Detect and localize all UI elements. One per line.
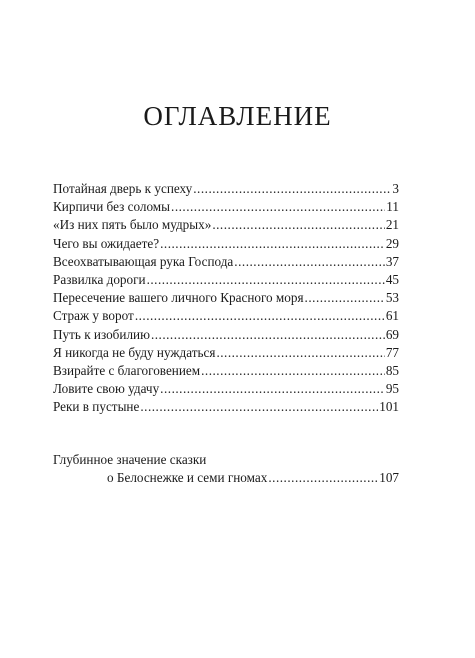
toc-entry[interactable] bbox=[53, 398, 399, 416]
toc-entry-page: 21 bbox=[385, 217, 399, 233]
toc-entry[interactable] bbox=[53, 180, 399, 198]
toc-entry[interactable] bbox=[53, 362, 399, 380]
toc-entry-title: «Из них пять было мудрых» bbox=[53, 217, 212, 233]
leader-dots bbox=[234, 253, 385, 271]
toc-entry[interactable] bbox=[53, 326, 399, 344]
toc-entry-page: 95 bbox=[385, 381, 399, 397]
toc-entry-page: 3 bbox=[392, 181, 399, 196]
toc-entry-title: Чего вы ожидаете? bbox=[53, 235, 160, 251]
toc-entry[interactable] bbox=[53, 307, 399, 325]
toc-entry-title: Пересечение вашего личного Красного моря bbox=[53, 290, 304, 306]
toc-entry-title: Я никогда не буду нуждаться bbox=[53, 344, 216, 360]
toc-entry[interactable] bbox=[53, 198, 399, 216]
toc-entry-page: 45 bbox=[385, 271, 399, 287]
toc-entry-title: Всеохватывающая рука Господа bbox=[53, 253, 234, 269]
leader-dots bbox=[160, 380, 385, 398]
appendix-title-line-1: Глубинное значение сказки bbox=[53, 452, 207, 467]
toc-entry[interactable] bbox=[53, 271, 399, 289]
toc-entry-title: Реки в пустыне bbox=[53, 399, 140, 415]
table-of-contents bbox=[53, 180, 399, 416]
toc-entry-page: 53 bbox=[385, 290, 399, 306]
toc-entry[interactable] bbox=[53, 289, 399, 307]
toc-entry-page: 69 bbox=[385, 326, 399, 342]
leader-dots bbox=[147, 271, 385, 289]
toc-entry[interactable] bbox=[53, 344, 399, 362]
leader-dots bbox=[171, 198, 385, 216]
leader-dots bbox=[201, 362, 385, 380]
toc-entry[interactable] bbox=[53, 253, 399, 271]
appendix-title-line-2: о Белоснежке и семи гномах bbox=[107, 470, 268, 486]
toc-entry-title: Страж у ворот bbox=[53, 308, 134, 324]
leader-dots bbox=[305, 289, 385, 307]
leader-dots bbox=[151, 326, 385, 344]
leader-dots bbox=[160, 235, 385, 253]
leader-dots bbox=[135, 307, 385, 325]
toc-entry-page: 11 bbox=[386, 199, 399, 215]
toc-entry-page: 37 bbox=[385, 253, 399, 269]
toc-entry-title: Путь к изобилию bbox=[53, 326, 150, 342]
page-title: ОГЛАВЛЕНИЕ bbox=[143, 101, 332, 131]
leader-dots bbox=[216, 344, 384, 362]
toc-entry-title: Потайная дверь к успеху bbox=[53, 181, 193, 196]
leader-dots bbox=[193, 180, 391, 198]
appendix-title-line-2-row bbox=[53, 469, 399, 487]
toc-entry-title: Кирпичи без соломы bbox=[53, 199, 171, 215]
toc-entry-title: Развилка дороги bbox=[53, 271, 146, 287]
toc-appendix-entry[interactable] bbox=[53, 451, 399, 487]
toc-entry[interactable] bbox=[53, 380, 399, 398]
toc-entry-page: 29 bbox=[385, 235, 399, 251]
toc-entry-title: Взирайте с благоговением bbox=[53, 362, 201, 378]
toc-entry-title: Ловите свою удачу bbox=[53, 381, 160, 397]
toc-entry-page: 101 bbox=[379, 399, 399, 415]
toc-entry-page: 77 bbox=[385, 344, 399, 360]
toc-entry[interactable] bbox=[53, 235, 399, 253]
appendix-page: 107 bbox=[379, 470, 399, 486]
toc-entry[interactable] bbox=[53, 216, 399, 234]
toc-entry-page: 85 bbox=[385, 362, 399, 378]
leader-dots bbox=[268, 469, 378, 487]
toc-entry-page: 61 bbox=[385, 308, 399, 324]
leader-dots bbox=[140, 398, 378, 416]
leader-dots bbox=[212, 216, 384, 234]
